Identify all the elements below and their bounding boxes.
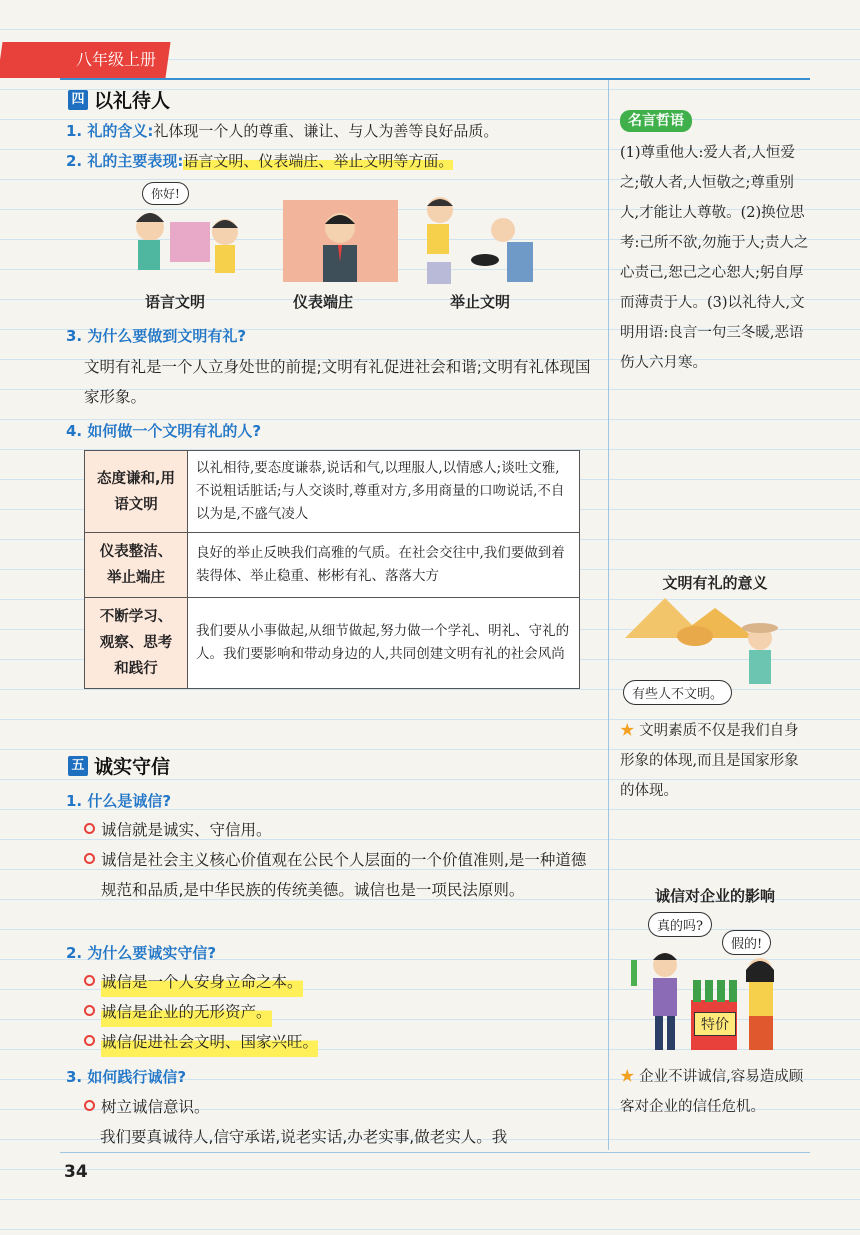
card2-note <box>620 1062 810 1122</box>
footer-rule <box>60 1152 810 1153</box>
card2-bubble-1: 真的吗? <box>648 912 712 937</box>
table-head: 态度谦和,用语文明 <box>85 451 188 533</box>
bullet-icon <box>84 1100 95 1111</box>
section-5-heading <box>68 752 170 779</box>
header-rule <box>60 78 810 80</box>
s5-q2-list <box>84 967 599 1057</box>
list-item <box>84 967 599 997</box>
table-row <box>85 533 580 598</box>
list-item <box>84 845 599 905</box>
s4-q1 <box>66 120 498 141</box>
table-cell: 我们要从小事做起,从细节做起,努力做一个学礼、明礼、守礼的人。我们要影响和带动身边的人,共同创建文明有礼的社会风尚 <box>188 598 580 689</box>
list-item-text: 诚信促进社会文明、国家兴旺。 <box>101 1027 318 1057</box>
s4-q2 <box>66 150 453 171</box>
list-item <box>84 1027 599 1057</box>
table-cell: 良好的举止反映我们高雅的气质。在社会交往中,我们要做到着装得体、举止稳重、彬彬有礼、落落大方 <box>188 533 580 598</box>
s5-q1-list <box>84 815 599 905</box>
s5-q3-list <box>84 1092 599 1122</box>
section-4-heading <box>68 86 170 113</box>
s4-q4-label: 4. 如何做一个文明有礼的人? <box>66 422 262 440</box>
pyramid-tourist-illustration <box>625 598 805 690</box>
fake-goods-illustration <box>625 950 805 1055</box>
illus-bubble-hello: 你好! <box>142 182 189 205</box>
column-divider <box>608 80 609 1150</box>
bullet-icon <box>84 1035 95 1046</box>
bullet-icon <box>84 1005 95 1016</box>
section-4-badge: 四 <box>68 90 88 110</box>
illus-appearance <box>283 200 398 286</box>
card2-title: 诚信对企业的影响 <box>654 887 775 905</box>
quotes-badge-wrap <box>620 110 692 130</box>
s4-q2-label: 2. 礼的主要表现: <box>66 152 184 170</box>
section-5-title: 诚实守信 <box>94 756 171 778</box>
section-5-badge: 五 <box>68 756 88 776</box>
list-item-text: 诚信是企业的无形资产。 <box>101 997 272 1027</box>
list-item <box>84 997 599 1027</box>
bullet-icon <box>84 853 95 864</box>
s5-q3-label: 3. 如何践行诚信? <box>66 1068 187 1086</box>
s5-q1-label: 1. 什么是诚信? <box>66 792 172 810</box>
bullet-icon <box>84 823 95 834</box>
grade-tab <box>0 42 171 78</box>
caption-behavior: 举止文明 <box>450 293 511 311</box>
list-item-text: 诚信是一个人安身立命之本。 <box>101 967 303 997</box>
card2-sign: 特价 <box>694 1012 736 1036</box>
star-icon: ★ <box>620 1069 635 1085</box>
s4-q1-label: 1. 礼的含义: <box>66 122 154 140</box>
table-row <box>85 451 580 533</box>
s5-q3-text: 我们要真诚待人,信守承诺,说老实话,办老实事,做老实人。我 <box>100 1128 508 1146</box>
s4-q2-text: 语言文明、仪表端庄、举止文明等方面。 <box>183 152 454 170</box>
table-row <box>85 598 580 689</box>
s5-q2-label: 2. 为什么要诚实守信? <box>66 944 217 962</box>
card1-bubble: 有些人不文明。 <box>623 680 732 705</box>
card2-note-text: 企业不讲诚信,容易造成顾客对企业的信任危机。 <box>620 1069 804 1115</box>
illus-behavior <box>415 192 545 296</box>
caption-appearance: 仪表端庄 <box>293 293 354 311</box>
grade-label: 八年级上册 <box>75 50 156 69</box>
section-4-title: 以礼待人 <box>94 90 171 112</box>
card1-note <box>620 716 810 806</box>
quotes-badge: 名言哲语 <box>620 110 692 132</box>
list-item-text: 树立诚信意识。 <box>101 1098 210 1116</box>
card2-bubble-2: 假的! <box>722 930 771 955</box>
card1-title: 文明有礼的意义 <box>662 574 768 592</box>
s4-q3-text: 文明有礼是一个人立身处世的前提;文明有礼促进社会和谐;文明有礼体现国家形象。 <box>84 358 591 406</box>
star-icon: ★ <box>620 723 635 739</box>
table-cell: 以礼相待,要态度谦恭,说话和气,以理服人,以情感人;谈吐文雅,不说粗话脏话;与人交谈时,尊重对方,多用商量的口吻说话,不自以为是,不盛气凌人 <box>188 451 580 533</box>
card1-note-text: 文明素质不仅是我们自身形象的体现,而且是国家形象的体现。 <box>620 723 799 799</box>
caption-language: 语言文明 <box>145 293 206 311</box>
list-item-text: 诚信是社会主义核心价值观在公民个人层面的一个价值准则,是一种道德规范和品质,是中华民族的传统美德。诚信也是一项民法原则。 <box>101 851 587 899</box>
s4-q3-label: 3. 为什么要做到文明有礼? <box>66 327 247 345</box>
bullet-icon <box>84 975 95 986</box>
list-item <box>84 815 599 845</box>
courteous-behavior-illustration <box>415 192 545 292</box>
table-head: 仪表整洁、举止端庄 <box>85 533 188 598</box>
neat-appearance-illustration <box>283 200 398 282</box>
etiquette-table <box>84 450 580 689</box>
quotes-text: (1)尊重他人:爱人者,人恒爱之;敬人者,人恒敬之;尊重别人,才能让人尊敬。(2)换位思考:己所不欲,勿施于人;责人之心责己,恕己之心恕人;躬自厚而薄责于人。(3)以礼待人,文明用语:良言一句三冬暖,恶语伤人六月寒。 <box>620 145 809 371</box>
s4-q1-text: 礼体现一个人的尊重、谦让、与人为善等良好品质。 <box>153 122 499 140</box>
table-head: 不断学习、观察、思考和践行 <box>85 598 188 689</box>
list-item-text: 诚信就是诚实、守信用。 <box>101 821 272 839</box>
list-item <box>84 1092 599 1122</box>
greeting-illustration <box>120 182 260 282</box>
illus-language <box>120 182 260 286</box>
page-number: 34 <box>64 1162 88 1182</box>
